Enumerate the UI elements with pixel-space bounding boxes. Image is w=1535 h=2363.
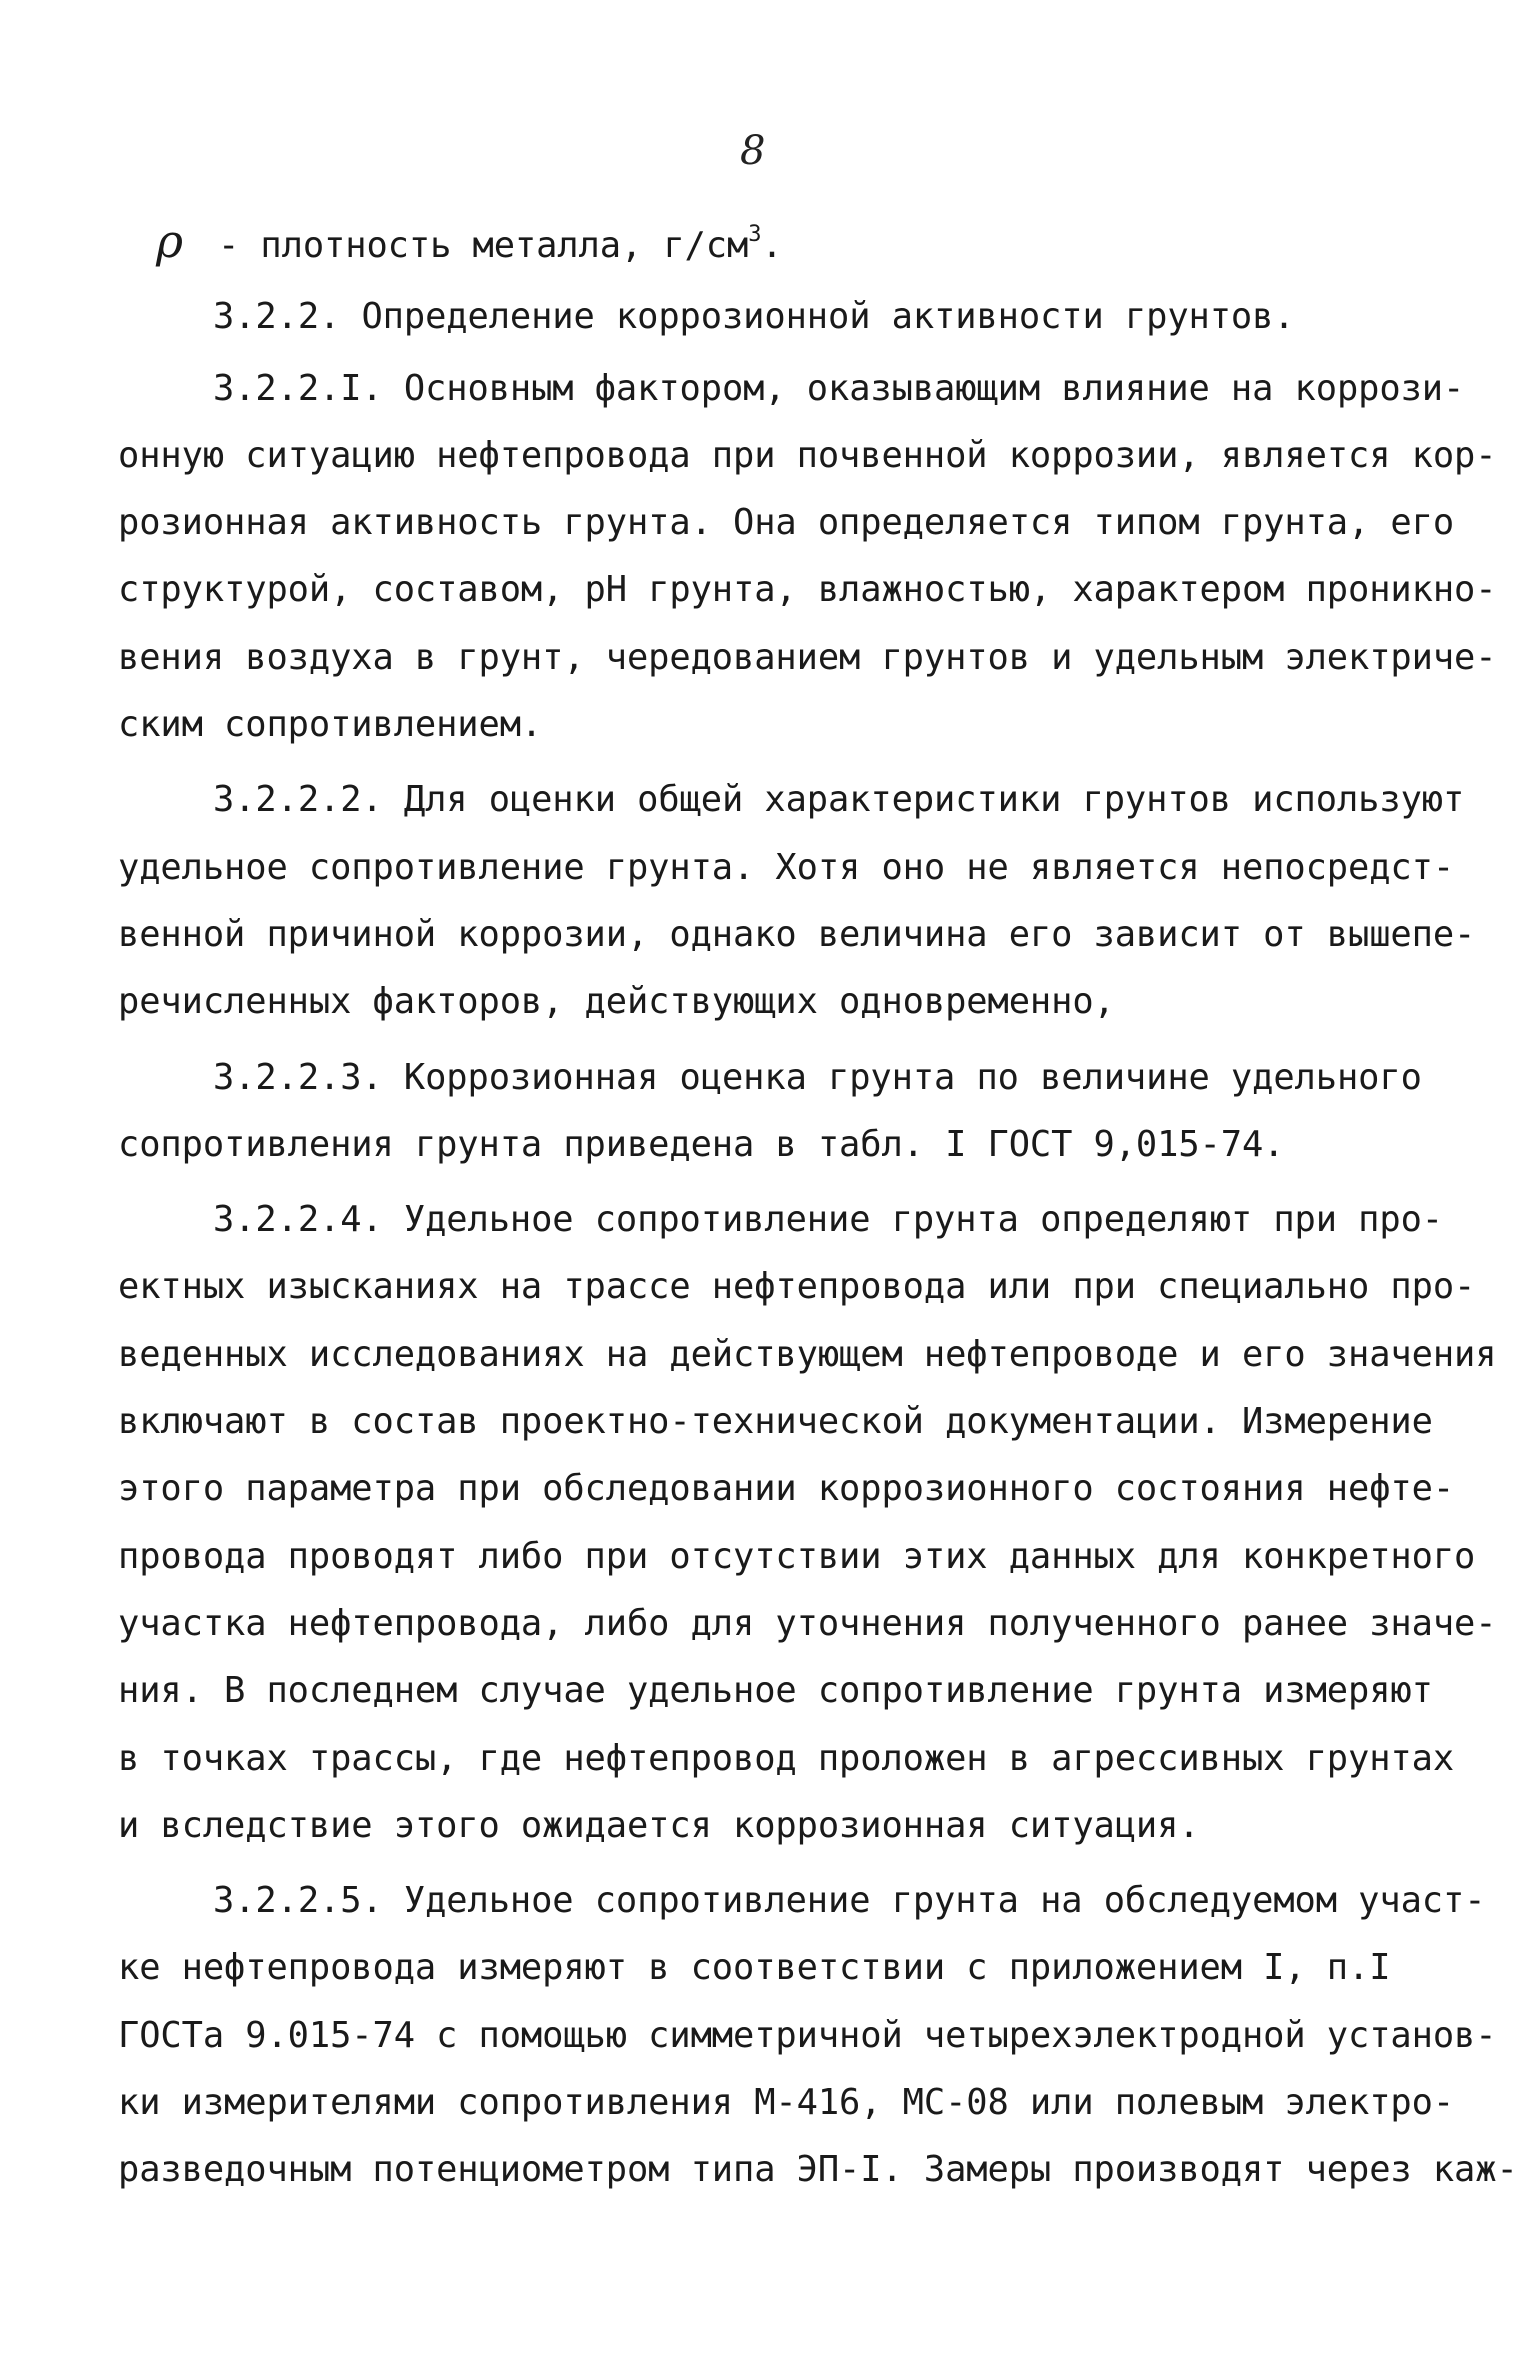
paragraph-line: розионная активность грунта. Она определяется типом грунта, его xyxy=(118,502,1455,544)
document-body xyxy=(118,208,1518,2204)
paragraph-line: ния. В последнем случае удельное сопротивление грунта измеряют xyxy=(118,1670,1433,1712)
paragraph-line: речисленных факторов, действующих одновременно, xyxy=(118,981,1115,1023)
paragraph-line: вения воздуха в грунт, чередованием грунтов и удельным электриче- xyxy=(118,636,1497,678)
paragraph-line: ектных изысканиях на трассе нефтепровода или при специально про- xyxy=(118,1266,1476,1308)
paragraph-line: веденных исследованиях на действующем нефтепроводе и его значения xyxy=(118,1333,1497,1375)
paragraph-line: 3.2.2.4. Удельное сопротивление грунта определяют при про- xyxy=(213,1199,1444,1241)
paragraph-line: 3.2.2.2. Для оценки общей характеристики грунтов используют xyxy=(213,779,1465,821)
paragraph-line: и вследствие этого ожидается коррозионная ситуация. xyxy=(118,1804,1200,1846)
definition-suffix: . xyxy=(761,225,783,266)
paragraph-3-2-2-1 xyxy=(118,355,1497,759)
paragraph-line: разведочным потенциометром типа ЭП-I. Замеры производят через каж- xyxy=(118,2149,1518,2191)
paragraph-line: 3.2.2.5. Удельное сопротивление грунта на обследуемом участ- xyxy=(213,1880,1486,1922)
paragraph-line: ке нефтепровода измеряют в соответствии с приложением I, п.I xyxy=(118,1947,1391,1989)
section-heading: 3.2.2. Определение коррозионной активности грунтов. xyxy=(213,296,1295,338)
paragraph-line: провода проводят либо при отсутствии этих данных для конкретного xyxy=(118,1535,1476,1577)
paragraph-line: включают в состав проектно-технической документации. Измерение xyxy=(118,1401,1433,1443)
paragraph-line: венной причиной коррозии, однако величина его зависит от вышепе- xyxy=(118,913,1476,955)
paragraph-3-2-2-5 xyxy=(118,1867,1518,2203)
paragraph-3-2-2-3 xyxy=(118,1044,1428,1179)
paragraph-line: в точках трассы, где нефтепровод проложен в агрессивных грунтах xyxy=(118,1737,1455,1779)
paragraph-line: 3.2.2.3. Коррозионная оценка грунта по величине удельного xyxy=(213,1056,1422,1098)
paragraph-line: ским сопротивлением. xyxy=(118,704,543,746)
paragraph-3-2-2-4 xyxy=(118,1186,1497,1859)
definition-line xyxy=(118,208,1428,275)
paragraph-line: 3.2.2.I. Основным фактором, оказывающим влияние на коррози- xyxy=(213,367,1465,409)
rho-symbol: ρ xyxy=(156,214,183,268)
paragraph-line: удельное сопротивление грунта. Хотя оно не является непосредст- xyxy=(118,846,1455,888)
definition-superscript: 3 xyxy=(748,222,762,247)
paragraph-line: этого параметра при обследовании коррозионного состояния нефте- xyxy=(118,1468,1455,1510)
paragraph-line: сопротивления грунта приведена в табл. I ГОСТ 9,015-74. xyxy=(118,1123,1285,1165)
paragraph-line: онную ситуацию нефтепровода при почвенной коррозии, является кор- xyxy=(118,434,1497,476)
paragraph-line: ки измерителями сопротивления М-416, МС-08 или полевым электро- xyxy=(118,2082,1455,2124)
page-number: 8 xyxy=(740,128,766,174)
paragraph-3-2-2-2 xyxy=(118,766,1476,1035)
paragraph-line: структурой, составом, pH грунта, влажностью, характером проникно- xyxy=(118,569,1497,611)
paragraph-line: участка нефтепровода, либо для уточнения полученного ранее значе- xyxy=(118,1602,1497,1644)
definition-text: - плотность металла, г/см xyxy=(218,225,749,266)
paragraph-line: ГОСТа 9.015-74 с помощью симметричной четырехэлектродной установ- xyxy=(118,2014,1497,2056)
